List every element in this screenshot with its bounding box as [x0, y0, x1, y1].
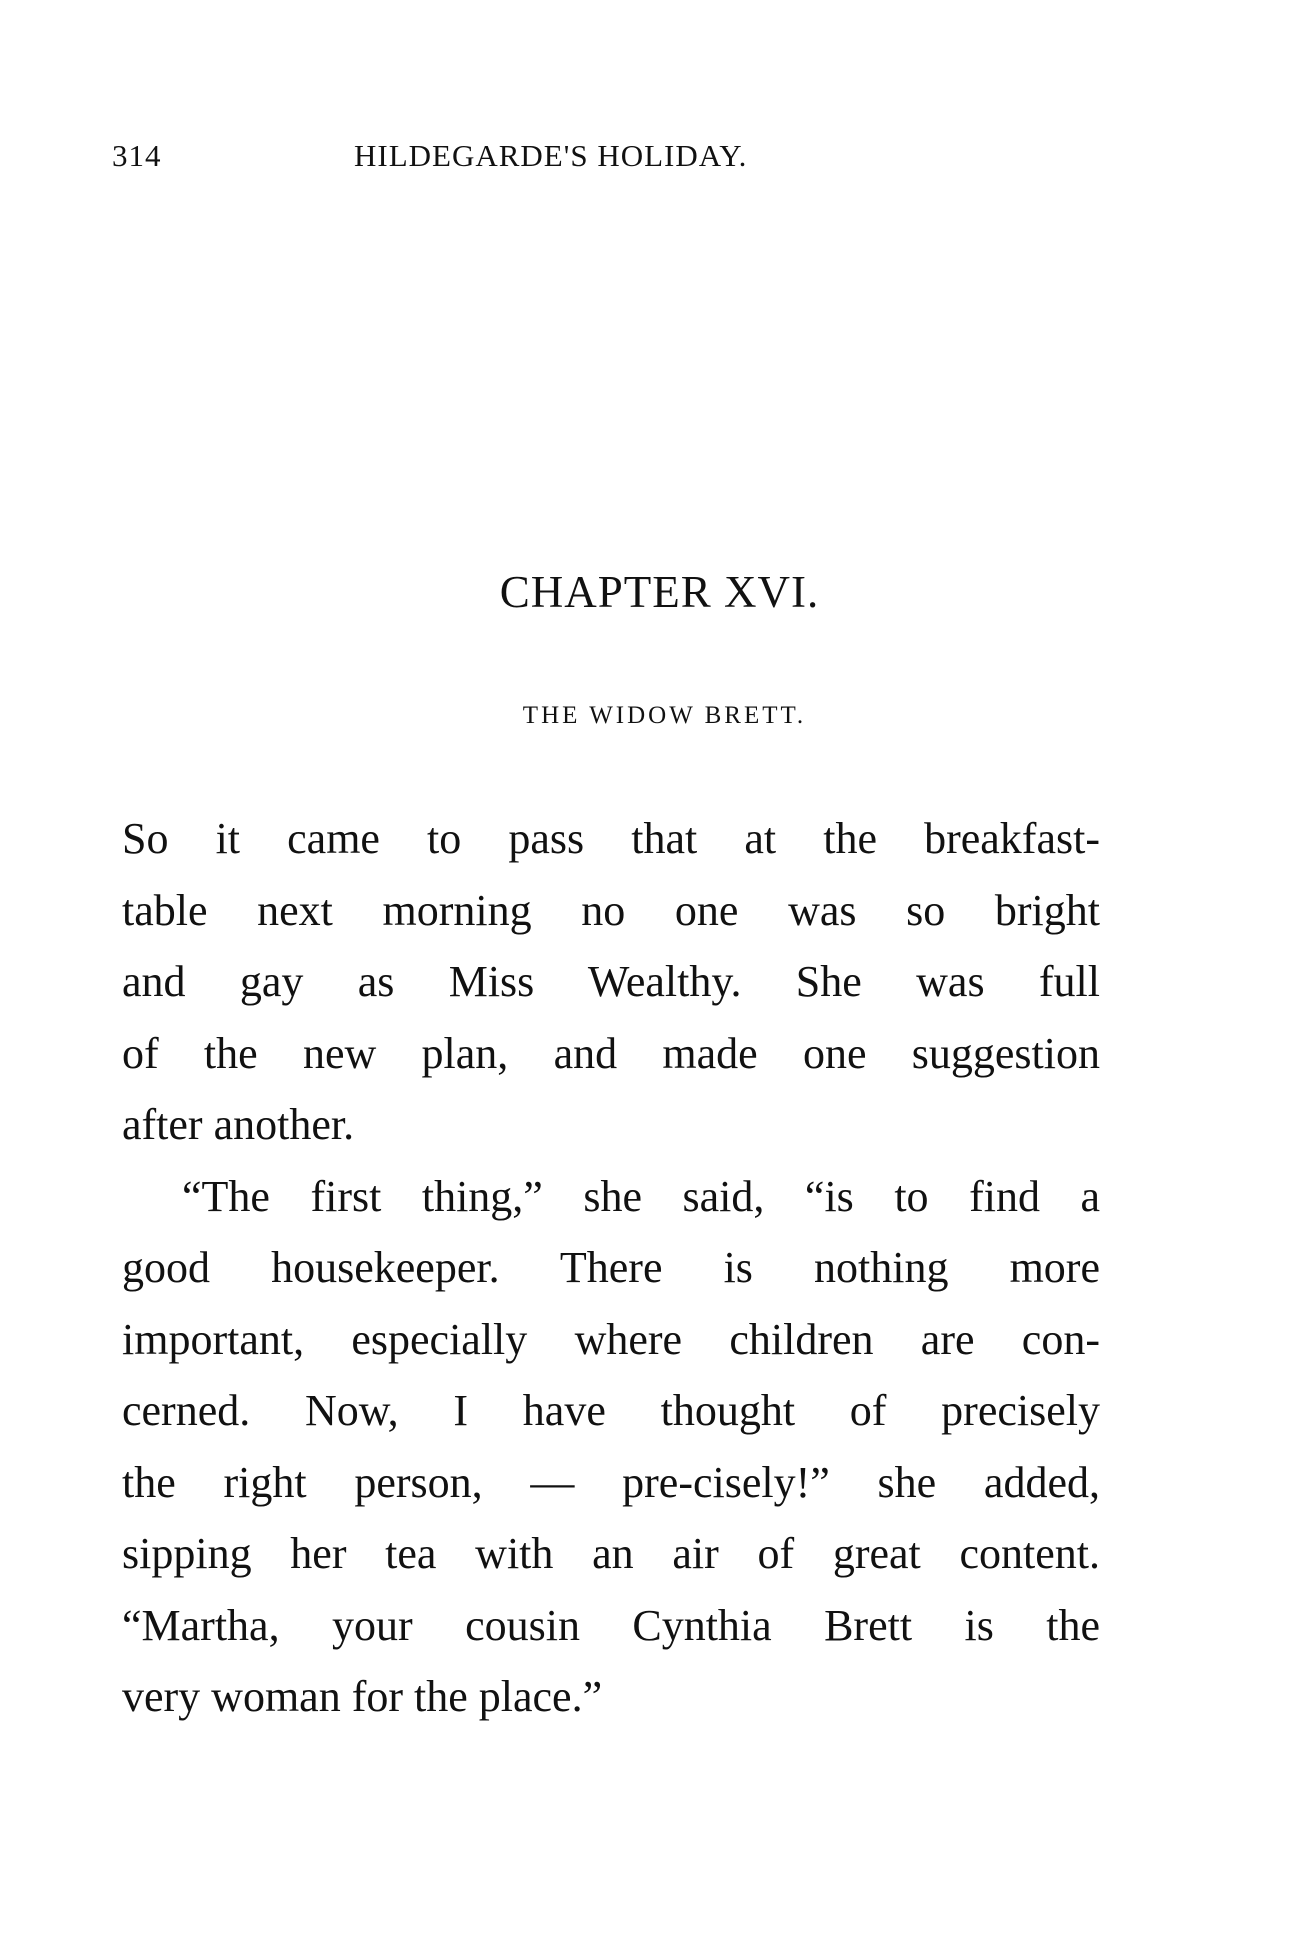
book-title: HILDEGARDE'S HOLIDAY.: [354, 138, 748, 173]
text-line: sipping her tea with an air of great content.: [122, 1529, 1100, 1578]
text-line: So it came to pass that at the breakfast-: [122, 814, 1100, 863]
text-line: of the new plan, and made one suggestion: [122, 1028, 1100, 1078]
running-head: [112, 138, 872, 188]
text-line: and gay as Miss Wealthy. She was full: [122, 957, 1100, 1006]
text-line: very woman for the place.”: [122, 1672, 603, 1721]
chapter-title: CHAPTER XVI.: [499, 567, 820, 617]
text-line: table next morning no one was so bright: [122, 885, 1100, 935]
text-line: “The first thing,” she said, “is to find a: [182, 1171, 1100, 1221]
text-line: “Martha, your cousin Cynthia Brett is the: [122, 1600, 1100, 1650]
text-line: after another.: [122, 1100, 355, 1149]
chapter-subtitle: THE WIDOW BRETT.: [522, 702, 807, 729]
page-number: 314: [112, 138, 162, 173]
text-line: important, especially where children are con-: [122, 1314, 1100, 1364]
body-text: [122, 803, 1100, 1733]
text-line: good housekeeper. There is nothing more: [122, 1243, 1100, 1292]
text-line: the right person, — pre-cisely!” she added,: [122, 1457, 1100, 1507]
text-line: cerned. Now, I have thought of precisely: [122, 1386, 1100, 1435]
